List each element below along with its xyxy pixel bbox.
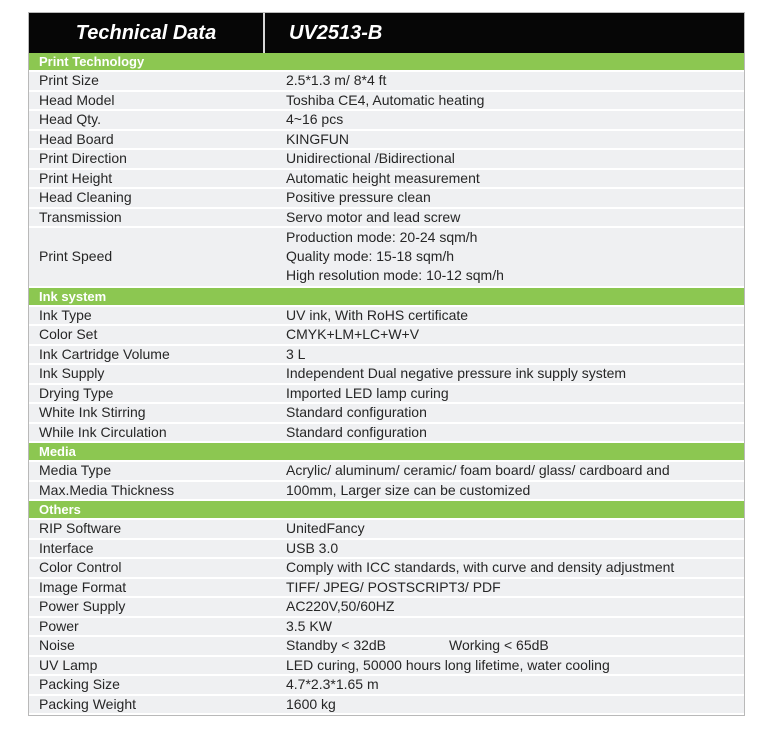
section-title: Media — [39, 444, 76, 460]
row-value-line: Quality mode: 15-18 sqm/h — [286, 248, 455, 265]
row-value: 100mm, Larger size can be customized — [286, 481, 531, 498]
table-row-max-media-thickness — [29, 482, 744, 502]
row-value: 2.5*1.3 m/ 8*4 ft — [286, 72, 387, 88]
table-header — [29, 13, 744, 53]
table-row-interface — [29, 540, 744, 560]
table-row-media-type — [29, 462, 744, 482]
row-label: While Ink Circulation — [39, 423, 167, 440]
table-row-head-qty — [29, 111, 744, 131]
table-row-head-cleaning — [29, 189, 744, 209]
row-value-line: High resolution mode: 10-12 sqm/h — [286, 267, 504, 284]
row-label: Interface — [39, 539, 94, 556]
row-value — [286, 637, 744, 655]
row-value: UV ink, With RoHS certificate — [286, 306, 469, 323]
row-label: White Ink Stirring — [39, 404, 146, 421]
table-row-head-model — [29, 92, 744, 112]
section-title: Ink system — [39, 288, 107, 304]
table-row-head-board — [29, 131, 744, 151]
table-row-color-control — [29, 559, 744, 579]
section-header-others — [29, 501, 744, 520]
table-row-print-height — [29, 170, 744, 190]
table-row-noise — [29, 637, 744, 657]
row-label: Media Type — [39, 462, 112, 479]
table-row-power-supply — [29, 598, 744, 618]
row-value: Acrylic/ aluminum/ ceramic/ foam board/ glass/ cardboard and — [286, 462, 670, 479]
row-value: Standard configuration — [286, 423, 427, 440]
row-label: Drying Type — [39, 384, 114, 401]
row-value: AC220V,50/60HZ — [286, 598, 395, 615]
row-value: Standard configuration — [286, 404, 427, 421]
table-row-drying-type — [29, 385, 744, 405]
row-value-part: Working < 65dB — [449, 637, 549, 654]
row-value: Unidirectional /Bidirectional — [286, 150, 455, 166]
table-row-transmission — [29, 209, 744, 229]
row-label: Ink Cartridge Volume — [39, 345, 170, 362]
row-label: Packing Weight — [39, 695, 137, 712]
row-value: 3.5 KW — [286, 617, 332, 634]
row-label: Ink Supply — [39, 365, 105, 382]
section-title: Print Technology — [39, 54, 145, 69]
table-row-print-size — [29, 72, 744, 92]
row-label: Print Height — [39, 169, 113, 186]
table-row-image-format — [29, 579, 744, 599]
row-value-part: Standby < 32dB — [286, 637, 387, 654]
row-value: 3 L — [286, 345, 306, 362]
row-label: Head Cleaning — [39, 189, 132, 205]
row-value: 4~16 pcs — [286, 111, 344, 127]
row-label: Color Set — [39, 326, 98, 343]
table-row-color-set — [29, 326, 744, 346]
table-row-packing-size — [29, 676, 744, 696]
row-value: LED curing, 50000 hours long lifetime, water cooling — [286, 656, 610, 673]
row-value — [286, 228, 744, 286]
row-value: Toshiba CE4, Automatic heating — [286, 91, 485, 108]
table-row-while-ink-circulation — [29, 424, 744, 444]
table-row-power — [29, 618, 744, 638]
row-label: Power — [39, 617, 79, 634]
row-label: Head Model — [39, 91, 115, 108]
section-title: Others — [39, 502, 81, 518]
row-value: TIFF/ JPEG/ POSTSCRIPT3/ PDF — [286, 578, 501, 595]
row-label: Print Direction — [39, 150, 127, 166]
row-value: Independent Dual negative pressure ink supply system — [286, 365, 627, 382]
section-header-print-technology — [29, 53, 744, 72]
row-value: UnitedFancy — [286, 520, 365, 537]
row-label: Print Size — [39, 72, 99, 88]
table-row-print-direction — [29, 150, 744, 170]
table-row-packing-weight — [29, 696, 744, 716]
header-title-left: Technical Data — [75, 21, 217, 44]
row-label: UV Lamp — [39, 656, 98, 673]
table-row-rip-software — [29, 520, 744, 540]
section-header-ink-system — [29, 288, 744, 307]
row-label: RIP Software — [39, 520, 122, 537]
row-value: KINGFUN — [286, 130, 349, 147]
row-label: Max.Media Thickness — [39, 481, 175, 498]
row-label: Image Format — [39, 578, 127, 595]
row-value-line: Production mode: 20-24 sqm/h — [286, 229, 478, 245]
row-label: Head Board — [39, 130, 114, 147]
row-label: Head Qty. — [39, 111, 101, 127]
row-value: Servo motor and lead screw — [286, 208, 461, 225]
row-label: Packing Size — [39, 676, 120, 693]
spec-table — [28, 12, 745, 716]
row-value: CMYK+LM+LC+W+V — [286, 326, 420, 343]
row-label: Noise — [39, 637, 75, 654]
row-value: Imported LED lamp curing — [286, 384, 449, 401]
row-value: 4.7*2.3*1.65 m — [286, 676, 379, 693]
row-value: Comply with ICC standards, with curve and density adjustment — [286, 559, 675, 576]
row-label: Ink Type — [39, 306, 92, 323]
row-value: Automatic height measurement — [286, 169, 480, 186]
row-label: Print Speed — [39, 248, 113, 265]
row-value: Positive pressure clean — [286, 189, 431, 205]
spec-table-body — [29, 53, 744, 715]
row-label: Power Supply — [39, 598, 126, 615]
table-row-ink-supply — [29, 365, 744, 385]
row-label: Transmission — [39, 208, 122, 225]
table-row-print-speed — [29, 228, 744, 288]
row-value: USB 3.0 — [286, 539, 339, 556]
table-row-ink-type — [29, 307, 744, 327]
row-label: Color Control — [39, 559, 122, 576]
header-title-right: UV2513-B — [289, 21, 383, 44]
table-row-ink-cartridge-volume — [29, 346, 744, 366]
table-row-uv-lamp — [29, 657, 744, 677]
row-value: 1600 kg — [286, 695, 336, 712]
table-row-white-ink-stirring — [29, 404, 744, 424]
section-header-media — [29, 443, 744, 462]
